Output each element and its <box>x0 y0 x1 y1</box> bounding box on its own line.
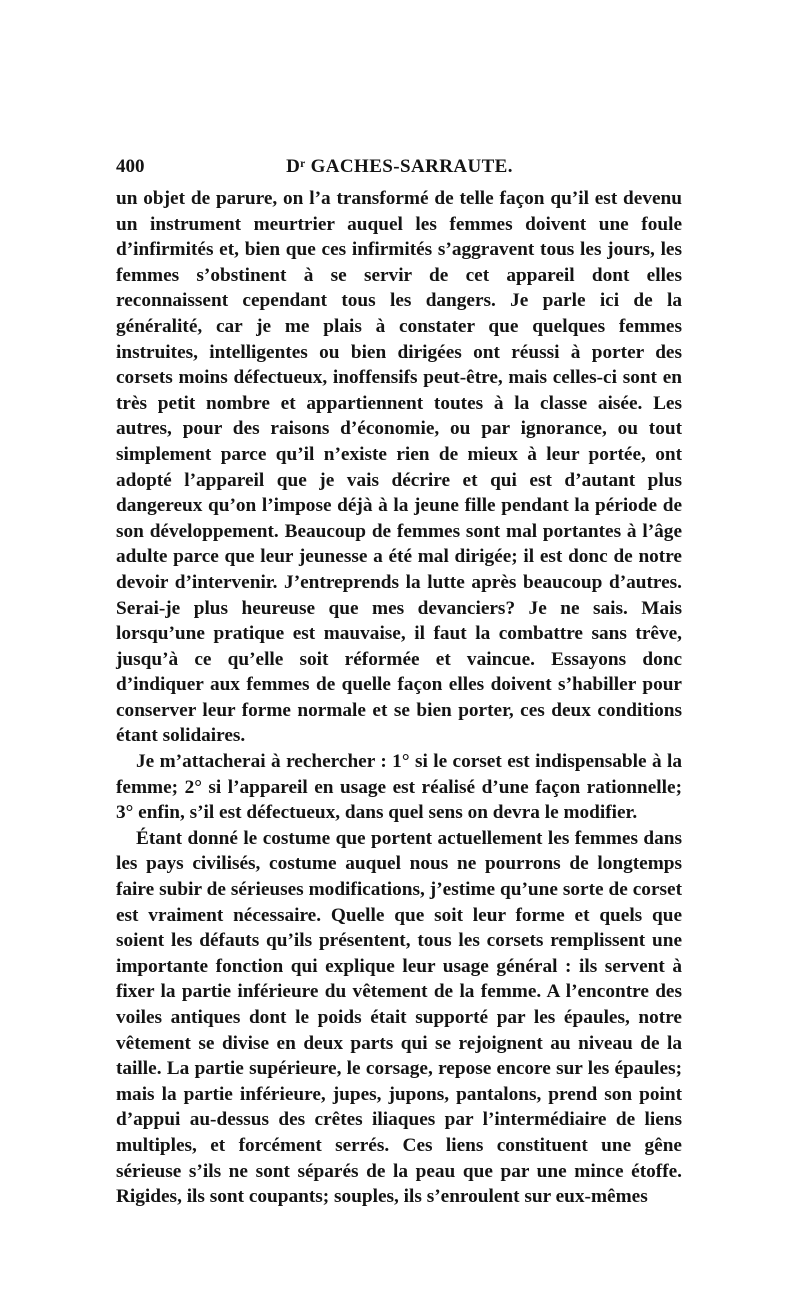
body-text <box>116 186 682 1210</box>
page-number: 400 <box>116 156 145 177</box>
paragraph-continuation: un objet de parure, on l’a transformé de telle façon qu’il est devenu un instrument meurtrier auquel les femmes doivent une foule d’infirmités et, bien que ces infirmités s’aggravent tous les jours, les femmes s’obstinent à se servir de cet appareil dont elles reconnaissent cependant tous les dangers. Je parle ici de la généralité, car je me plais à constater que quelques femmes instruites, intelligentes ou bien dirigées ont réussi à porter des corsets moins défectueux, inoffensifs peut-être, mais celles-ci sont en très petit nombre et appartiennent toutes à la classe aisée. Les autres, pour des raisons d’économie, ou par ignorance, ou tout simplement parce qu’il n’existe rien de mieux à leur portée, ont adopté l’appareil que je vais décrire et qui est d’autant plus dangereux qu’on l’impose déjà à la jeune fille pendant la période de son développement. Beaucoup de femmes sont mal portantes à l’âge adulte parce que leur jeunesse a été mal dirigée; il est donc de notre devoir d’intervenir. J’entreprends la lutte après beaucoup d’autres. Serai-je plus heureuse que mes devanciers? Je ne sais. Mais lorsqu’une pratique est mauvaise, il faut la combattre sans trêve, jusqu’à ce qu’elle soit réformée et vaincue. Essayons donc d’indiquer aux femmes de quelle façon elles doivent s’habiller pour conserver leur forme normale et se bien porter, ces deux conditions étant solidaires. <box>116 188 682 747</box>
paragraph-corset-function: Étant donné le costume que portent actuellement les femmes dans les pays civilisés, costume auquel nous ne pourrons de longtemps faire subir de sérieuses modifications, j’estime qu’une sorte de corset est vraiment nécessaire. Quelle que soit leur forme et quels que soient les défauts qu’ils présentent, tous les corsets remplissent une importante fonction qui explique leur usage général : ils servent à fixer la partie inférieure du vêtement de la femme. A l’encontre des voiles antiques dont le poids était supporté par les épaules, notre vêtement se divise en deux parts qui se rejoignent au niveau de la taille. La partie supérieure, le corsage, repose encore sur les épaules; mais la partie inférieure, jupes, jupons, pantalons, prend son point d’appui au-dessus des crêtes iliaques par l’intermédiaire de liens multiples, et forcément serrés. Ces liens constituent une gêne sérieuse s’ils ne sont séparés de la peau que par une mince étoffe. Rigides, ils sont coupants; souples, ils s’enroulent sur eux-mêmes <box>116 827 682 1208</box>
paragraph-outline: Je m’attacherai à rechercher : 1° si le corset est indispensable à la femme; 2° si l’appareil en usage est réalisé d’une façon rationnelle; 3° enfin, s’il est défectueux, dans quel sens on devra le modifier. <box>116 751 682 824</box>
running-head-title: Dʳ GACHES-SARRAUTE. <box>286 156 513 177</box>
running-head <box>116 156 683 182</box>
